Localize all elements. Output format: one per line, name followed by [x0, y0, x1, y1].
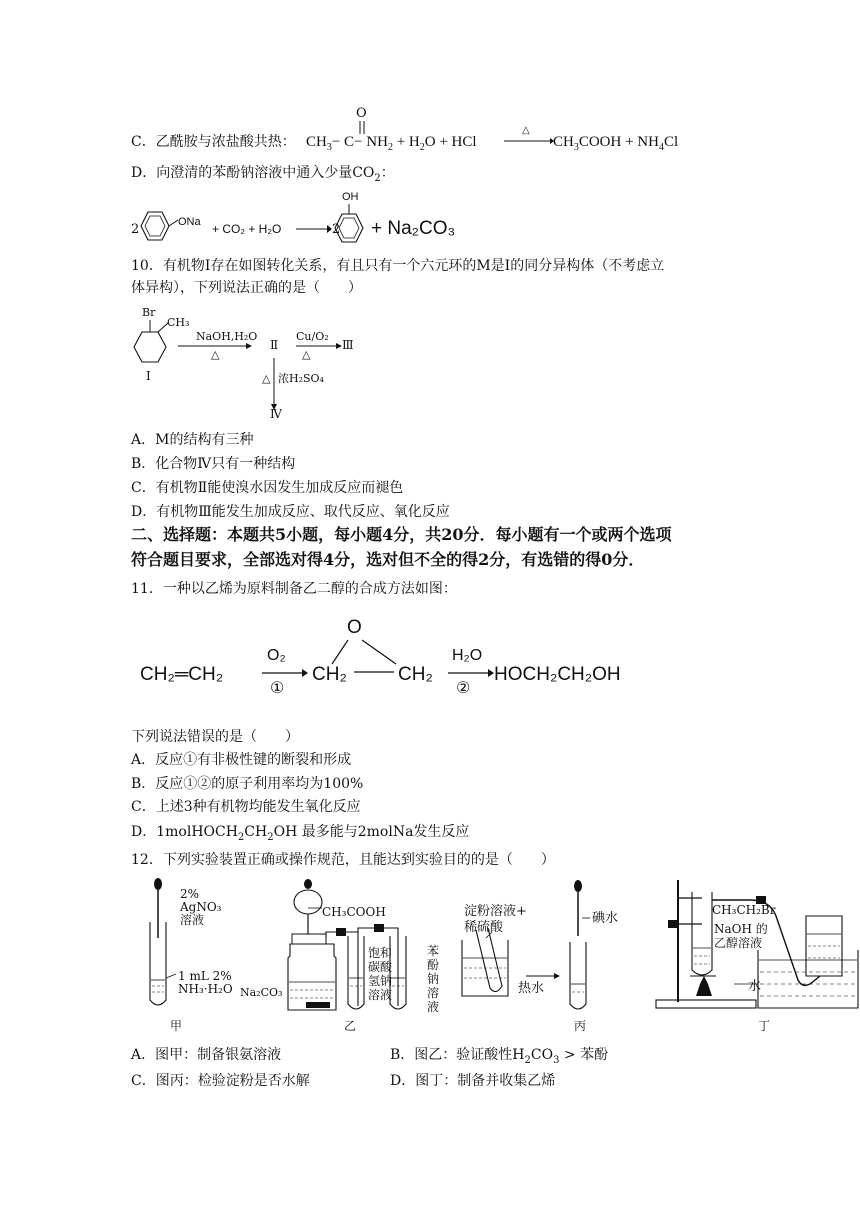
q11-option-a: A．反应①有非极性键的断裂和形成 — [131, 752, 352, 768]
yi-acid-label: CH₃COOH — [322, 905, 386, 919]
figure-yi-label: 乙 — [344, 1019, 357, 1033]
bromine-label: Br — [142, 306, 156, 319]
ding-naoh-label: NaOH 的 乙醇溶液 — [714, 922, 768, 950]
oxygen-reagent: O₂ — [267, 647, 286, 664]
yi-na2co3-label: Na₂CO₃ — [240, 986, 283, 999]
ethylene: CH₂═CH₂ — [140, 664, 224, 685]
q10-option-d: D．有机物Ⅲ能发生加成反应、取代反应、氧化反应 — [131, 504, 450, 520]
heat-symbol: △ — [302, 348, 311, 361]
methyl-label: CH₃ — [167, 316, 190, 329]
epoxide-ch2-left: CH₂ — [312, 664, 347, 685]
q10-option-b: B．化合物Ⅳ只有一种结构 — [131, 456, 296, 472]
option-c-label: C．乙酰胺与浓盐酸共热： — [131, 134, 296, 150]
bing-solution-label: 淀粉溶液+ 稀硫酸 — [464, 904, 527, 935]
reaction-arrow — [296, 224, 332, 234]
heat-symbol: △ — [262, 372, 271, 385]
q12-option-d: D．图丁：制备并收集乙烯 — [390, 1073, 556, 1089]
q10-stem-line2: 体异构），下列说法正确的是（ ） — [131, 280, 362, 296]
reaction-arrow — [504, 136, 554, 146]
option-d-text: D．向澄清的苯酚钠溶液中通入少量$CO_2$： — [131, 165, 395, 184]
reaction-arrow-2 — [448, 668, 494, 678]
step-1-marker: ① — [270, 678, 285, 697]
reagent-h2so4: 浓H₂SO₄ — [278, 372, 324, 385]
ona-label: ONa — [178, 216, 201, 228]
q11-option-b: B．反应①②的原子利用率均为100% — [131, 776, 364, 792]
jia-liquid-label: 1 mL 2% NH₃·H₂O — [178, 969, 233, 996]
q11-question: 下列说法错误的是（ ） — [131, 729, 299, 745]
q11-stem: 11．一种以乙烯为原料制备乙二醇的合成方法如图： — [131, 581, 457, 597]
epoxide-oxygen: O — [347, 617, 362, 638]
coefficient: 2 — [332, 222, 341, 237]
q11-option-c: C．上述3种有机物均能发生氧化反应 — [131, 799, 361, 815]
q12-option-c: C．图丙：检验淀粉是否水解 — [131, 1073, 310, 1089]
heat-symbol: △ — [211, 348, 220, 361]
jia-reagent-label: 2% AgNO₃ 溶液 — [180, 887, 222, 927]
phenol-ring-icon — [334, 202, 374, 248]
compound-iii-label: Ⅲ — [342, 338, 354, 352]
q12-option-b: B．图乙：验证酸性$H_2CO_3$ > 苯酚 — [390, 1047, 609, 1066]
compound-i-label: Ⅰ — [146, 369, 151, 383]
compound-ii-label: Ⅱ — [270, 338, 279, 352]
q10-option-a: A．M的结构有三种 — [131, 432, 254, 448]
reagent-naoh: NaOH,H₂O — [196, 330, 258, 343]
yi-phenoxide-label: 苯 酚 钠 溶 液 — [427, 944, 440, 1014]
ding-reagent-label: CH₃CH₂Br — [712, 903, 776, 917]
yi-nahco3-label: 饱和 碳酸 氢钠 溶液 — [368, 946, 393, 1002]
q12-stem: 12．下列实验装置正确或操作规范，且能达到实验目的的是（ ） — [131, 852, 555, 868]
equation-products: $CH_3COOH + NH_4Cl$ — [553, 134, 679, 153]
q12-option-a: A．图甲：制备银氨溶液 — [131, 1047, 282, 1063]
section-2-heading-line2: 符合题目要求，全部选对得4分，选对但不全的得2分，有选错的得0分． — [131, 550, 645, 569]
q11-option-d: D．$1molHOCH_2CH_2OH$ 最多能与2molNa发生反应 — [131, 824, 470, 843]
reactants-co2-h2o: + CO₂ + H₂O — [212, 222, 282, 236]
q10-stem-line1: 10．有机物Ⅰ存在如图转化关系，有且只有一个六元环的M是Ⅰ的同分异构体（不考虑立 — [131, 258, 665, 274]
figure-ding-label: 丁 — [758, 1019, 771, 1033]
q10-option-c: C．有机物Ⅱ能使溴水因发生加成反应而褪色 — [131, 480, 404, 496]
ding-water-label: 水 — [748, 979, 762, 994]
ethylene-glycol: HOCH₂CH₂OH — [494, 664, 621, 685]
reaction-arrow-1 — [262, 668, 308, 678]
epoxide-ch2-right: CH₂ — [398, 664, 433, 685]
water-reagent: H₂O — [452, 647, 483, 664]
sodium-carbonate-product: + Na₂CO₃ — [371, 218, 456, 239]
section-2-heading-line1: 二、选择题：本题共5小题，每小题4分，共20分．每小题有一个或两个选项 — [131, 525, 672, 544]
figure-jia-label: 甲 — [170, 1019, 183, 1033]
heat-symbol: △ — [522, 125, 530, 136]
bing-water-label: 热水 — [518, 981, 545, 996]
figure-bing-label: 丙 — [574, 1019, 587, 1033]
bing-iodine-label: 碘水 — [592, 911, 619, 926]
oh-label: OH — [342, 191, 359, 203]
benzene-ring-icon — [138, 208, 182, 248]
q12-apparatus-figures — [130, 876, 860, 1036]
coefficient: 2 — [131, 222, 140, 237]
compound-iv-label: Ⅳ — [270, 407, 282, 421]
equation-reactants: $CH_3- C- NH_2 + H_2O$ + HCl — [306, 134, 477, 153]
carbonyl-oxygen: O — [356, 106, 367, 121]
reagent-cu-o2: Cu/O₂ — [296, 330, 329, 343]
step-2-marker: ② — [456, 678, 471, 697]
q10-reaction-scheme — [128, 306, 368, 424]
